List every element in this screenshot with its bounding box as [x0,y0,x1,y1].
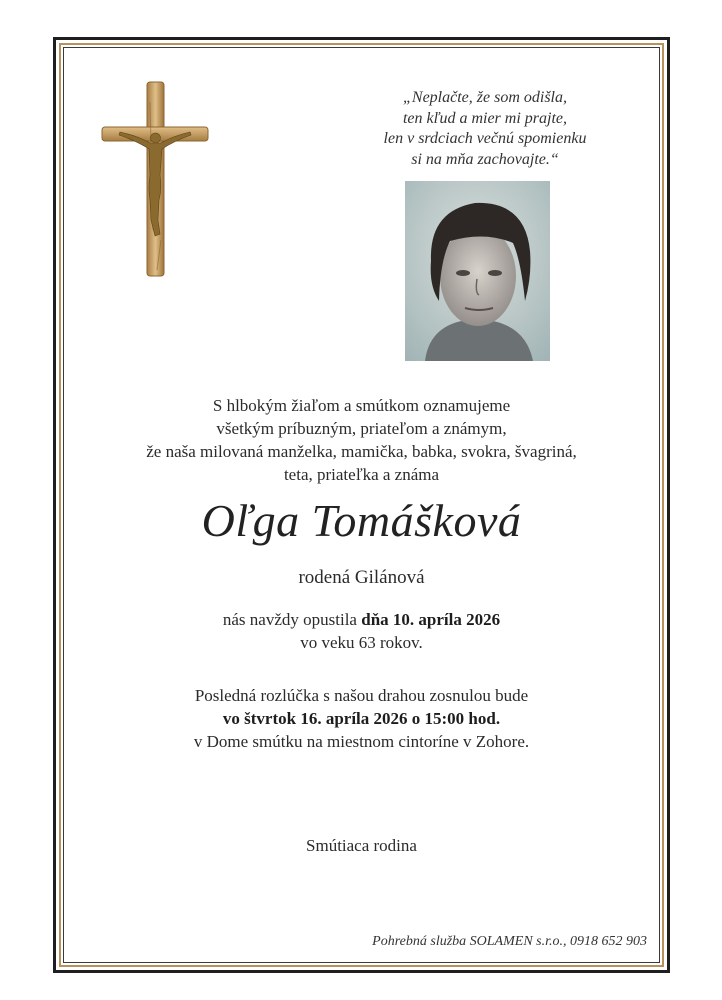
portrait-photo [405,181,550,361]
funeral-intro: Posledná rozlúčka s našou drahou zosnulou bude [194,686,529,705]
quote-line: len v srdciach večnú spomienku [383,130,587,147]
funeral-service-footer: Pohrebná služba SOLAMEN s.r.o., 0918 652 903 [372,934,647,949]
announcement-text [64,394,659,486]
death-age: vo veku 63 rokov. [300,633,423,652]
deceased-name: Oľga Tomášková [201,495,522,546]
announcement-line: S hlbokým žiaľom a smútkom oznamujeme [212,396,511,415]
funeral-place: v Dome smútku na miestnom cintoríne v Zohore. [193,732,530,751]
funeral-datetime: vo štvrtok 16. apríla 2026 o 15:00 hod. [222,709,501,728]
crucifix-icon [100,80,210,278]
announcement-line: všetkým príbuzným, priateľom a známym, [216,419,507,438]
family-signature: Smútiaca rodina [306,836,417,855]
death-notice [64,608,659,654]
epitaph-quote [340,88,630,170]
quote-line: ten kľud a mier mi prajte, [402,109,567,127]
death-date: dňa 10. apríla 2026 [361,610,501,629]
announcement-line: teta, priateľka a známa [283,465,440,484]
announcement-line: že naša milovaná manželka, mamička, babka, svokra, švagriná, [146,442,577,461]
quote-line: si na mňa zachovajte.“ [411,150,559,168]
funeral-info [64,684,659,753]
death-prefix: nás navždy opustila [222,610,357,629]
maiden-name: rodená Gilánová [298,567,425,588]
quote-line: „Neplačte, že som odišla, [403,89,567,106]
